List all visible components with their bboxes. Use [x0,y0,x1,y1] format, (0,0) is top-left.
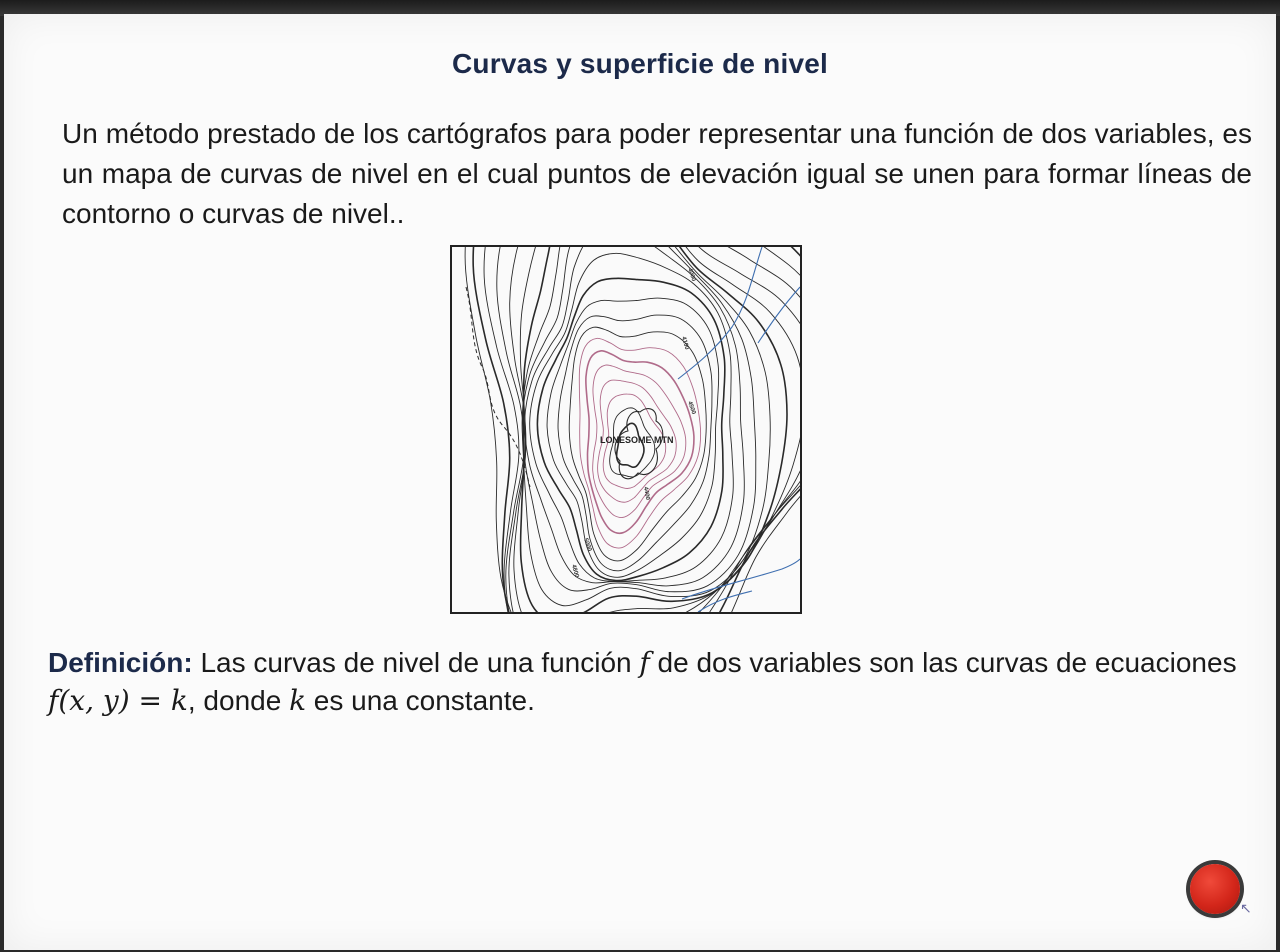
math-f: f [639,646,650,679]
contour-label: 4800 [570,563,580,579]
contour-line [522,247,756,592]
slide-title: Curvas y superficie de nivel [452,48,828,79]
math-k: k [289,684,307,717]
math-equation: f(x, y) = k [48,684,188,717]
definition-text: , donde [187,685,290,716]
definition-text: Las curvas de nivel de una función [192,647,640,678]
contour-line [617,423,644,467]
peak-label: LONESOME MTN [600,435,674,445]
cursor-icon: ↖ [1240,900,1252,916]
intro-paragraph: Un método prestado de los cartógrafos para poder representar una función de dos variables, es un mapa de curvas de nivel en el cual puntos de elevación igual se unen para formar líneas de contorno o curvas de nivel.. [62,118,1252,229]
contour-map-svg [452,247,800,612]
topographic-map [450,245,802,614]
definition-paragraph [48,644,1248,720]
contour-lines [465,247,800,612]
contour-label: 5000 [582,537,593,553]
contour-label: 4500 [686,400,697,416]
contour-label: 4100 [680,335,690,351]
contour-line [537,278,725,580]
record-icon[interactable] [1190,864,1240,914]
slide [4,14,1276,950]
contour-line [465,247,800,612]
definition-text: es una constante. [306,685,535,716]
contour-label: 4000 [686,267,697,283]
definition-lead: Definición: [48,647,193,678]
contour-label: 4400 [642,486,651,501]
contour-line [509,247,800,612]
definition-text: de dos variables son las curvas de ecuaciones [649,647,1237,678]
